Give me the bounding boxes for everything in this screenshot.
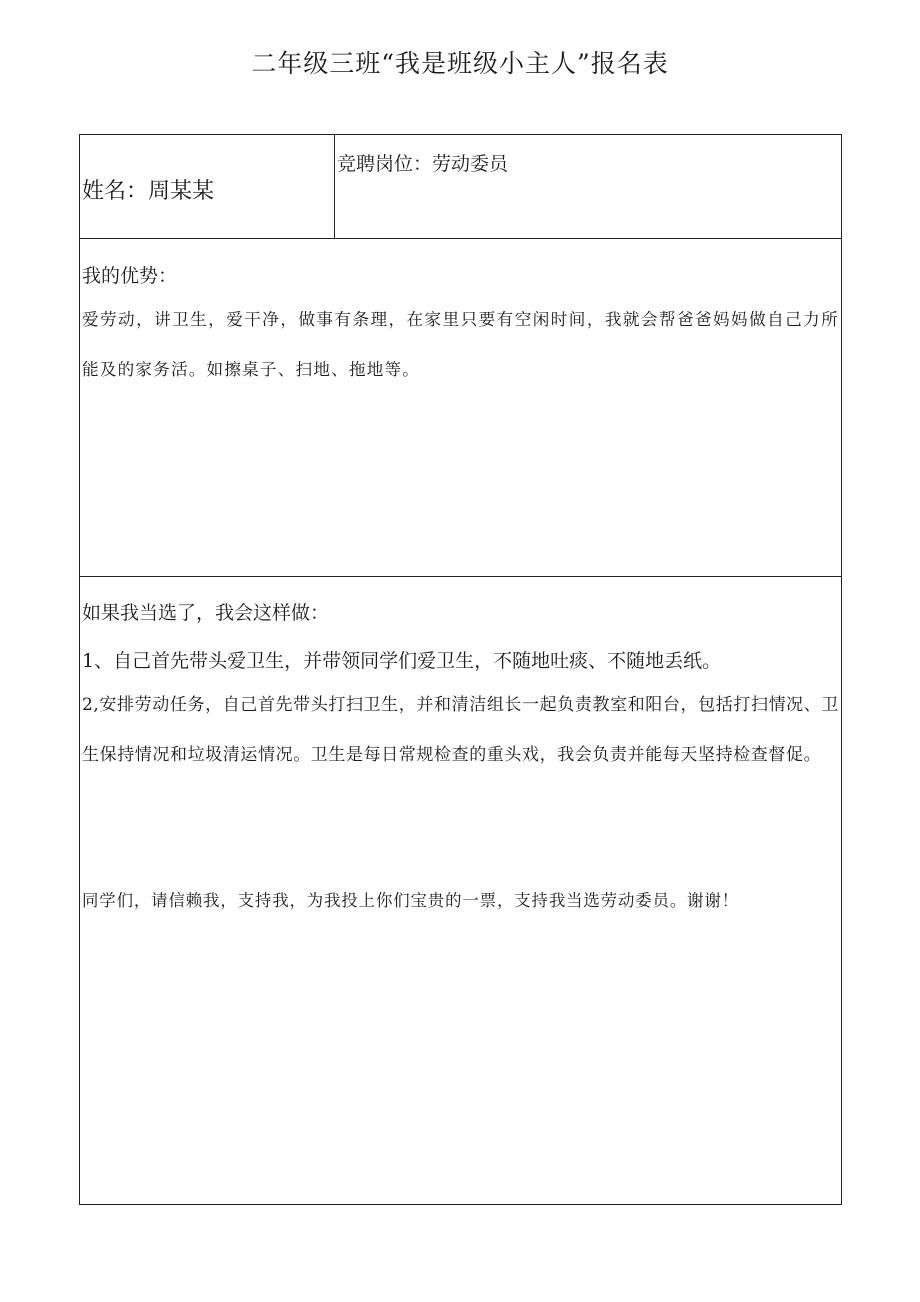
name-field: 姓名：周某某 [82,179,215,204]
plan-item-1: 1、自己首先带头爱卫生，并带领同学们爱卫生，不随地吐痰、不随地丢纸。 [82,650,722,672]
form-header-row [80,135,841,239]
page-title: 二年级三班“我是班级小主人”报名表 [251,49,669,78]
registration-form [79,134,842,1205]
name-cell [80,135,335,238]
position-cell [335,135,841,238]
plan-item-2: 2,安排劳动任务，自己首先带头打扫卫生，并和清洁组长一起负责教室和阳台，包括打扫情况、卫生保持情况和垃圾清运情况。卫生是每日常规检查的重头戏，我会负责并能每天坚持检查督促。 [82,695,839,765]
plan-label: 如果我当选了，我会这样做： [82,602,330,624]
strengths-text: 爱劳动，讲卫生，爱干净，做事有条理，在家里只要有空闲时间，我就会帮爸爸妈妈做自己力所能及的家务活。如擦桌子、扫地、拖地等。 [82,310,839,379]
strengths-section [80,239,841,577]
closing-text: 同学们，请信赖我，支持我，为我投上你们宝贵的一票，支持我当选劳动委员。谢谢！ [82,891,740,910]
strengths-label: 我的优势： [82,265,178,287]
position-field: 竞聘岗位：劳动委员 [337,153,509,175]
plan-section [80,577,841,1204]
